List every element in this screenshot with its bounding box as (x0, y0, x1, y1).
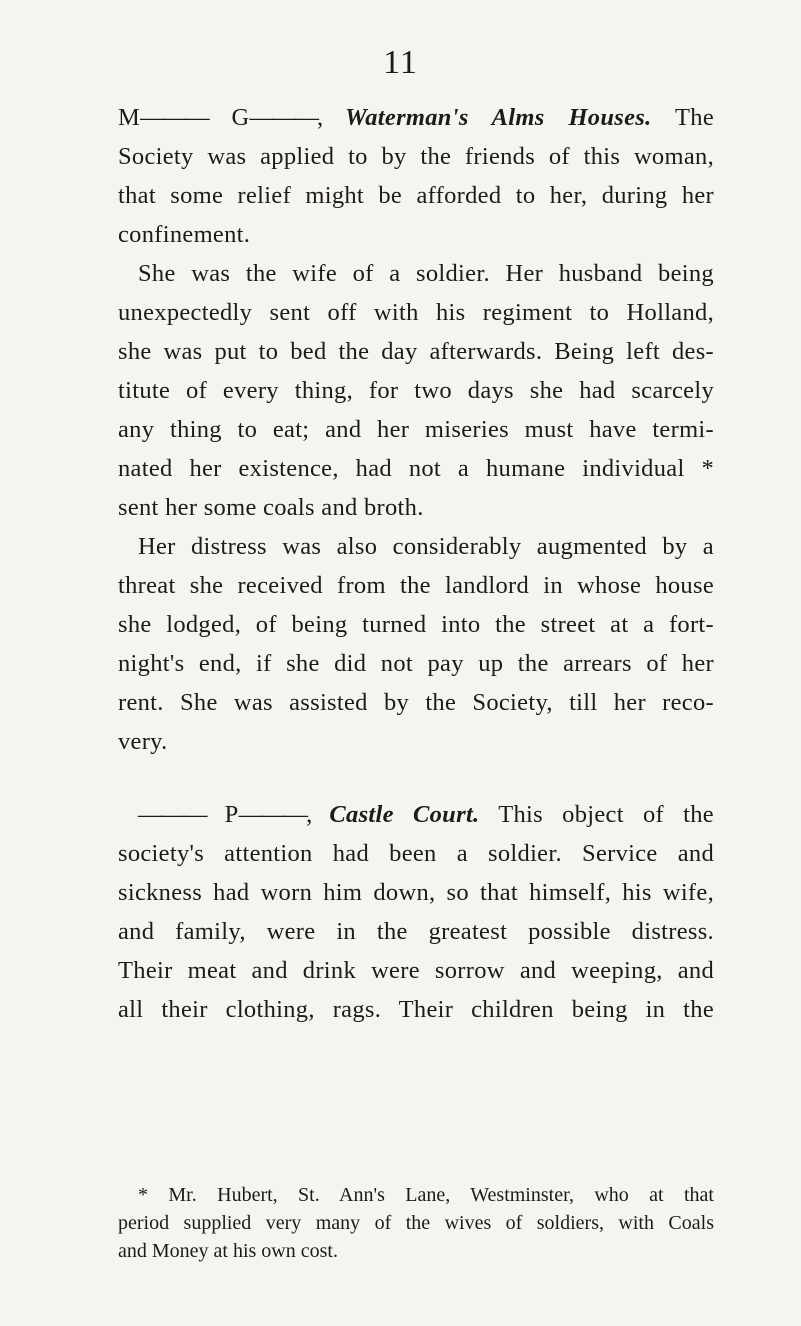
text-line: confinement. (118, 221, 251, 248)
footnote-line: * Mr. Hubert, St. Ann's Lane, Westminster, who at that (138, 1184, 714, 1206)
text-line: she was put to bed the day afterwards. Being left des- (118, 338, 714, 365)
text-line: Their meat and drink were sorrow and weeping, and (118, 957, 714, 984)
name-dash: ———, (238, 801, 311, 828)
text-fragment: This object of the (498, 801, 714, 828)
text-line: and family, were in the greatest possible distress. (118, 918, 714, 945)
text-line: titute of every thing, for two days she had scarcely (118, 377, 714, 404)
text-line: very. (118, 728, 168, 755)
text-line: unexpectedly sent off with his regiment to Holland, (118, 299, 714, 326)
body-text (118, 98, 714, 1029)
initial-m: M (118, 104, 141, 131)
text-fragment: The (675, 104, 714, 131)
paragraph-gap (118, 761, 714, 795)
text-line: night's end, if she did not pay up the arrears of her (118, 650, 714, 677)
text-line: Society was applied to by the friends of this woman, (118, 143, 714, 170)
name-dash: ——— (140, 104, 208, 131)
text-line: rent. She was assisted by the Society, till her reco- (118, 689, 714, 716)
text-line: that some relief might be afforded to her, during her (118, 182, 714, 209)
initial-g: G (231, 104, 250, 131)
text-line: threat she received from the landlord in whose house (118, 572, 714, 599)
text-line: she lodged, of being turned into the street at a fort- (118, 611, 714, 638)
text-line: all their clothing, rags. Their children being in the (118, 996, 714, 1023)
text-line: sickness had worn him down, so that himself, his wife, (118, 879, 714, 906)
text-line: any thing to eat; and her miseries must have termi- (118, 416, 714, 443)
footnote-line: period supplied very many of the wives of soldiers, with Coals (118, 1212, 714, 1234)
name-dash: ———, (249, 104, 322, 131)
text-line: nated her existence, had not a humane individual * (118, 455, 714, 482)
place-name: Waterman's Alms Houses. (344, 104, 652, 131)
text-line: sent her some coals and broth. (118, 494, 424, 521)
name-dash: ——— (138, 801, 206, 828)
initial-p: P (224, 801, 239, 828)
footnote (118, 1181, 714, 1265)
text-line: Her distress was also considerably augmented by a (138, 533, 714, 560)
text-line (118, 795, 714, 834)
text-line (118, 98, 714, 137)
text-line: society's attention had been a soldier. Service and (118, 840, 714, 867)
text-line: She was the wife of a soldier. Her husband being (138, 260, 714, 287)
page-number: 11 (383, 44, 418, 81)
footnote-line: and Money at his own cost. (118, 1240, 338, 1262)
place-name: Castle Court. (329, 801, 480, 828)
